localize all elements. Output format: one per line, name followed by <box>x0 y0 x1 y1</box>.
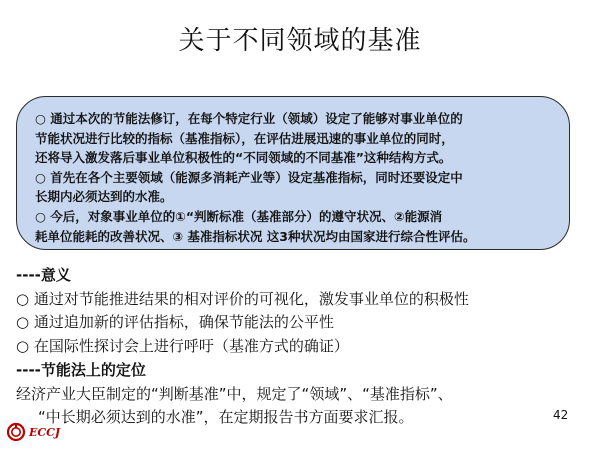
eccj-emblem-icon <box>6 422 26 442</box>
slide-title: 关于不同领域的基准 <box>178 26 422 56</box>
significance-item: ○ 在国际性探讨会上进行呼吁（基准方式的确证） <box>16 337 349 356</box>
summary-box <box>16 96 570 250</box>
legal-position-line: “中长期必须达到的水准”，在定期报告书方面要求汇报。 <box>38 408 414 427</box>
summary-line: ○ 今后，对象事业单位的①“判断标准（基准部分）的遵守状况、②能源消 <box>35 208 443 224</box>
summary-line: 节能状况进行比较的指标（基准指标），在评估进展迅速的事业单位的同时， <box>35 130 454 146</box>
summary-line: ○ 通过本次的节能法修订，在每个特定行业（领域）设定了能够对事业单位的 <box>35 111 463 126</box>
summary-line: 耗单位能耗的改善状况、③ 基准指标状况 这3种状况均由国家进行综合性评估。 <box>35 228 476 244</box>
main-content <box>16 264 586 430</box>
logo-text: ECCJ <box>29 425 61 439</box>
page-number: 42 <box>553 408 569 422</box>
summary-line: 长期内必须达到的水准。 <box>35 189 173 205</box>
eccj-logo <box>6 422 60 442</box>
significance-item: ○ 通过对节能推进结果的相对评价的可视化，激发事业单位的积极性 <box>16 289 469 308</box>
significance-heading: ----意义 <box>16 266 71 284</box>
significance-item: ○ 通过追加新的评估指标，确保节能法的公平性 <box>16 313 334 332</box>
legal-position-heading: ----节能法上的定位 <box>16 360 146 379</box>
summary-line: 还将导入激发落后事业单位积极性的“不同领域的不同基准”这种结构方式。 <box>35 150 452 166</box>
summary-line: ○ 首先在各个主要领域（能源多消耗产业等）设定基准指标，同时还要设定中 <box>35 169 463 185</box>
legal-position-line: 经济产业大臣制定的“判断基准”中，规定了“领域”、“基准指标”、 <box>16 384 453 403</box>
